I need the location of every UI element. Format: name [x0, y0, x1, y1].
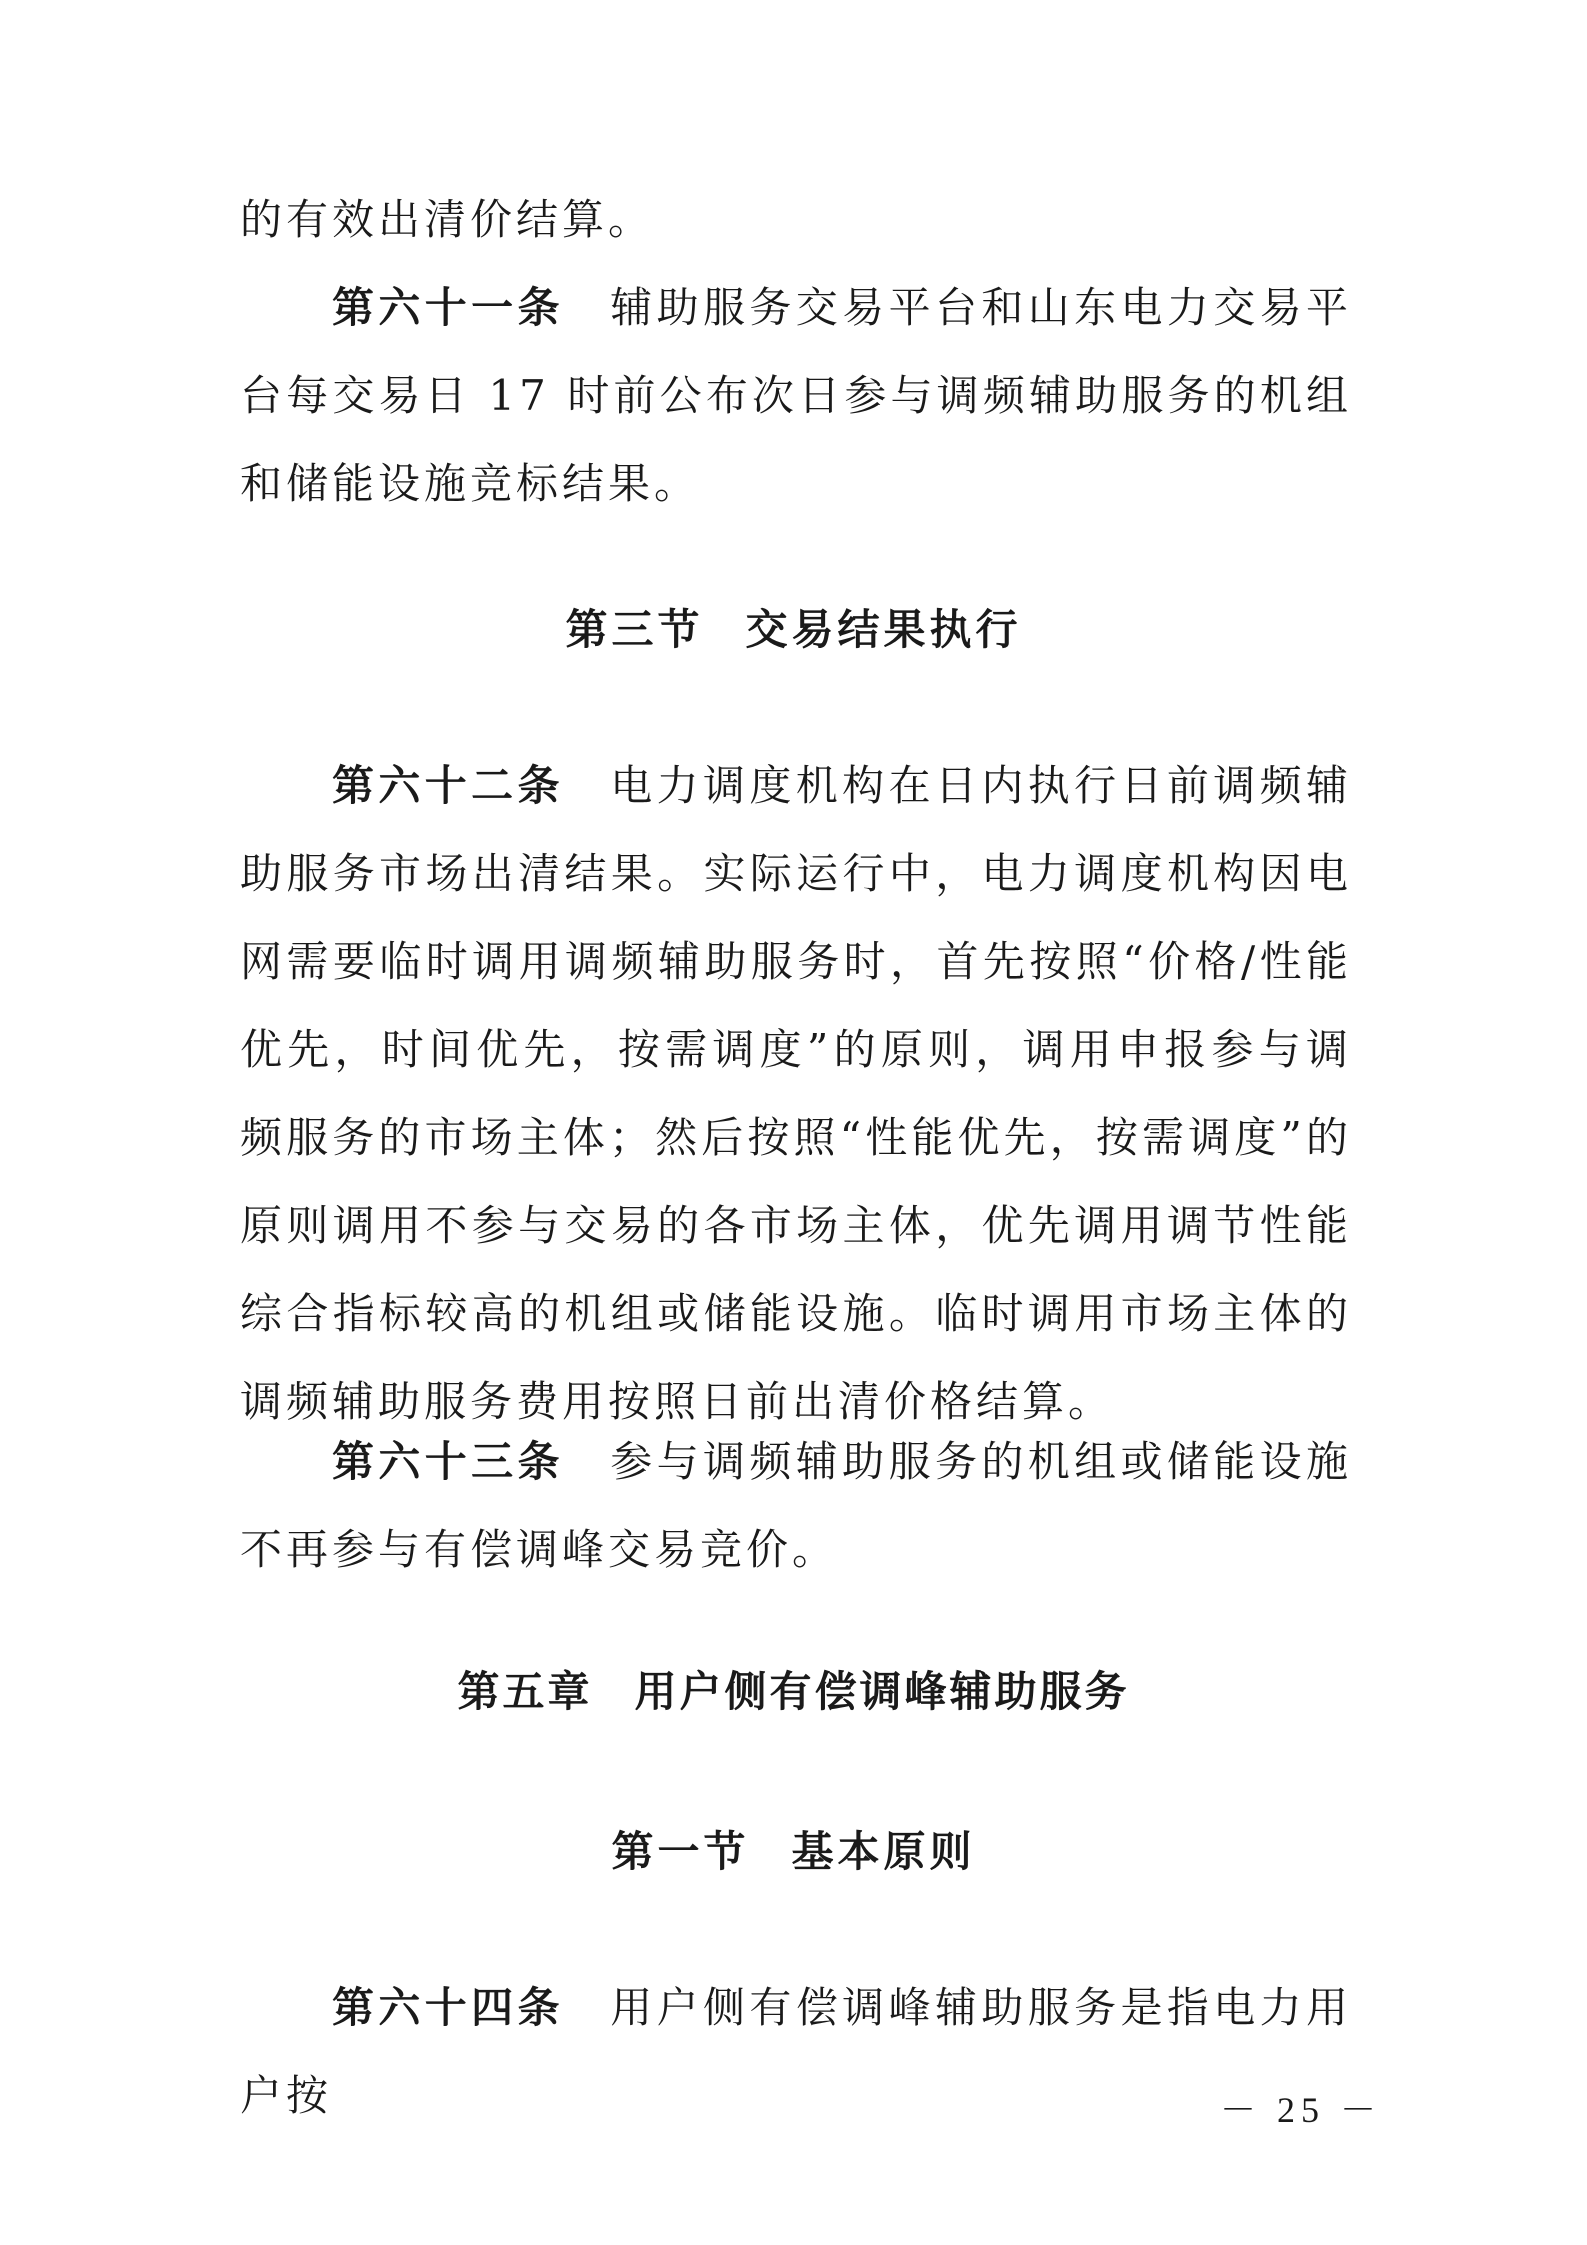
paragraph-text: 的有效出清价结算。	[240, 195, 655, 244]
section-heading-3	[0, 600, 1587, 660]
article-number: 第六十一条	[332, 283, 564, 332]
article-number: 第六十二条	[332, 761, 564, 810]
article-text: 用户侧有偿调峰辅助服务是指电力用户按	[240, 1983, 1352, 2120]
chapter-title: 用户侧有偿调峰辅助服务	[634, 1667, 1130, 1716]
article-text: 电力调度机构在日内执行日前调频辅助服务市场出清结果。实际运行中，电力调度机构因电网需要临时调用调频辅助服务时，首先按照“价格/性能优先，时间优先，按需调度”的原则，调用申报参与调频服务的市场主体；然后按照“性能优先，按需调度”的原则调用不参与交易的各市场主体，优先调用调节性能综合指标较高的机组或储能设施。临时调用市场主体的调频辅助服务费用按照日前出清价格结算。	[240, 761, 1352, 1426]
section-heading-1	[0, 1822, 1587, 1882]
article-number: 第六十三条	[332, 1437, 564, 1486]
paragraph-continuation	[240, 176, 1352, 264]
chapter-heading-5	[0, 1662, 1587, 1722]
section-title: 交易结果执行	[745, 605, 1022, 654]
article-number: 第六十四条	[332, 1983, 564, 2032]
section-title: 基本原则	[791, 1827, 976, 1876]
section-number: 第三节	[565, 605, 704, 654]
article-text: 参与调频辅助服务的机组或储能设施不再参与有偿调峰交易竞价。	[240, 1437, 1352, 1574]
article-62	[240, 742, 1352, 1446]
section-number: 第一节	[611, 1827, 750, 1876]
page-number: － 25 －	[1220, 2090, 1383, 2130]
chapter-number: 第五章	[457, 1667, 593, 1716]
article-63	[240, 1418, 1352, 1594]
article-64	[240, 1964, 1352, 2140]
article-61	[240, 264, 1352, 528]
article-text: 辅助服务交易平台和山东电力交易平台每交易日 17 时前公布次日参与调频辅助服务的机组和储能设施竞标结果。	[240, 283, 1352, 508]
